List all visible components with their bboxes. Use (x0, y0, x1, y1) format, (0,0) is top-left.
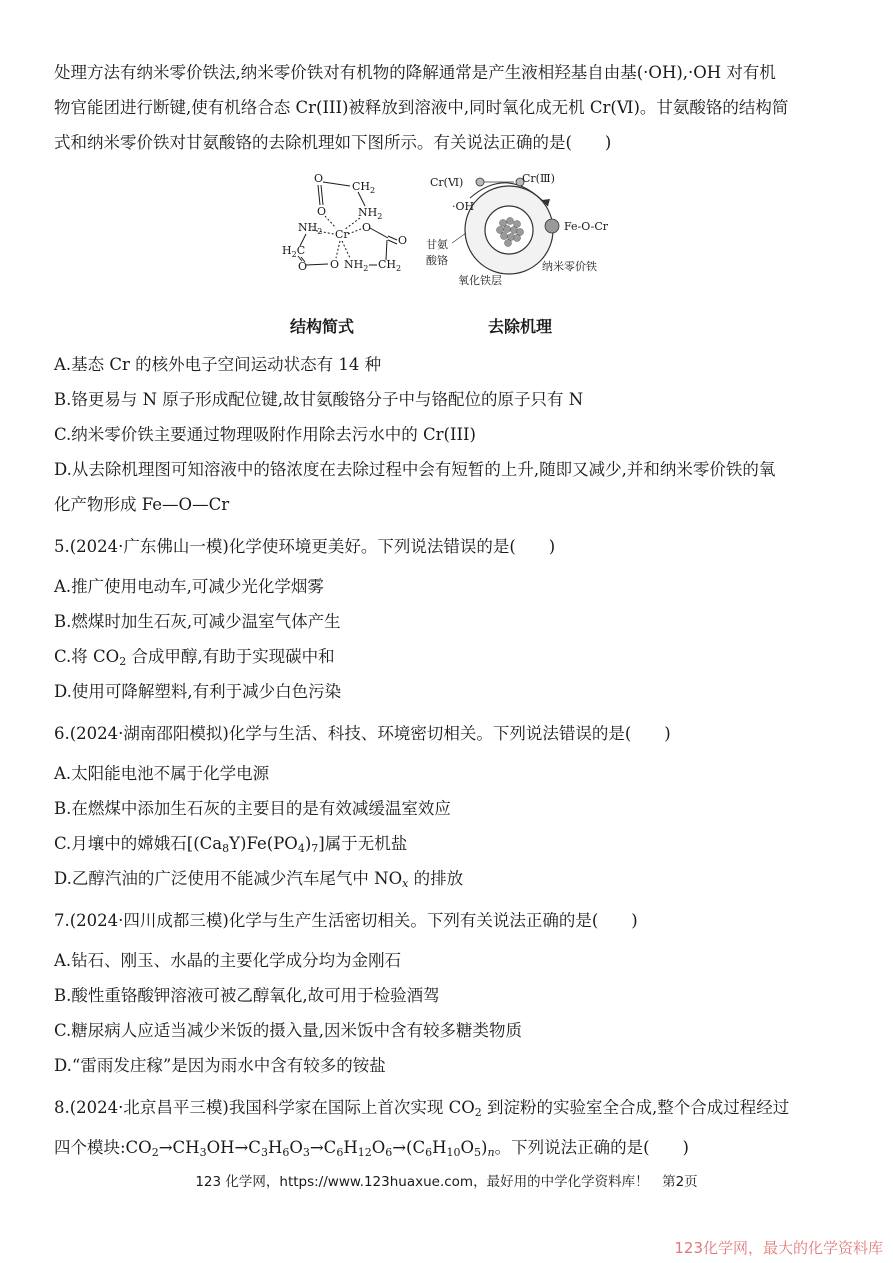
label-nano-fe: 纳米零价铁 (542, 260, 597, 273)
label-glycine-1: 甘氨 (426, 238, 448, 251)
q4-option-d-cont: 化产物形成 Fe—O—Cr (54, 495, 230, 514)
q8-stem-line1: 8.(2024·北京昌平三模)我国科学家在国际上首次实现 $CO_2$ 到淀粉的实验室全合成,整个合成过程经过 (54, 1098, 790, 1119)
q7-option-c: C.糖尿病人应适当减少米饭的摄入量,因米饭中含有较多糖类物质 (54, 1021, 523, 1040)
q4-option-b: B.铬更易与 N 原子形成配位键,故甘氨酸铬分子中与铬配位的原子只有 N (54, 390, 584, 409)
atom-nh2-bottom: $NH_2$ (344, 258, 369, 273)
label-cr6: Cr(Ⅵ) (430, 176, 464, 189)
label-cr3: Cr(Ⅲ) (522, 172, 555, 185)
atom-o-bottom: O (298, 260, 308, 273)
atom-cr: Cr (335, 228, 349, 241)
label-glycine-2: 酸铬 (426, 254, 448, 267)
q7-stem: 7.(2024·四川成都三模)化学与生产生活密切相关。下列有关说法正确的是( ) (54, 911, 638, 930)
q4-text-line2: 物官能团进行断键,使有机络合态 Cr(III)被释放到溶液中,同时氧化成无机 Cr(Ⅵ)。甘氨酸铬的结构简 (54, 98, 789, 117)
q6-option-d: D.乙醇汽油的广泛使用不能减少汽车尾气中 $NO_x$ 的排放 (54, 869, 464, 890)
atom-nh2-right: $NH_2$ (358, 206, 383, 221)
q4-option-a: A.基态 Cr 的核外电子空间运动状态有 14 种 (54, 355, 382, 374)
label-oh: ·OH (452, 200, 475, 213)
label-oxide-layer: 氧化铁层 (458, 274, 502, 287)
q4-text-line1: 处理方法有纳米零价铁法,纳米零价铁对有机物的降解通常是产生液相羟基自由基(·OH),·OH 对有机 (54, 63, 776, 82)
structure-formula-diagram (270, 168, 420, 288)
q5-option-d: D.使用可降解塑料,有利于减少白色污染 (54, 682, 342, 701)
atom-ch2-top: $CH_2$ (352, 180, 376, 195)
site-watermark: 123化学网，最大的化学资料库 (674, 1239, 883, 1257)
atom-o-top: O (314, 172, 324, 185)
page-footer: 123 化学网，https://www.123huaxue.com，最好用的中学化学资料库！ 第2页 (195, 1174, 698, 1190)
removal-mechanism-diagram (422, 168, 622, 293)
q6-option-a: A.太阳能电池不属于化学电源 (54, 764, 270, 783)
q5-stem: 5.(2024·广东佛山一模)化学使环境更美好。下列说法错误的是( ) (54, 537, 556, 556)
fe-o-cr-particle (545, 219, 559, 233)
atom-o-far-right: O (398, 234, 408, 247)
atom-o-mid: O (317, 205, 327, 218)
atom-nh2-left: $NH_2$ (298, 221, 323, 236)
structure-caption: 结构简式 (290, 317, 355, 336)
q7-option-a: A.钻石、刚玉、水晶的主要化学成分均为金刚石 (54, 951, 402, 970)
q6-option-b: B.在燃煤中添加生石灰的主要目的是有效减缓温室效应 (54, 799, 451, 818)
q6-stem: 6.(2024·湖南邵阳模拟)化学与生活、科技、环境密切相关。下列说法错误的是( ) (54, 724, 671, 743)
q6-option-c: C.月壤中的嫦娥石$[(Ca_8Y)Fe(PO_4)_7]$属于无机盐 (54, 834, 408, 855)
label-fe-o-cr: Fe-O-Cr (564, 220, 609, 233)
atom-ch2-bottom: $CH_2$ (378, 258, 402, 273)
q5-option-c: C.将 $CO_2$ 合成甲醇,有助于实现碳中和 (54, 647, 335, 668)
cr6-particle (476, 178, 484, 186)
q8-stem-line2: 四个模块$:CO_2\to CH_3OH\to C_3H_6O_3\to C_6H_{12}O_6\to(C_6H_{10}O_5)_n$。下列说法正确的是( ) (54, 1138, 689, 1159)
q5-option-b: B.燃煤时加生石灰,可减少温室气体产生 (54, 612, 341, 631)
atom-o-bottom2: O (330, 258, 340, 271)
q4-text-line3: 式和纳米零价铁对甘氨酸铬的去除机理如下图所示。有关说法正确的是( ) (54, 133, 612, 152)
atom-h2c: $H_2C$ (282, 244, 306, 259)
q7-option-b: B.酸性重铬酸钾溶液可被乙醇氧化,故可用于检验酒驾 (54, 986, 440, 1005)
q7-option-d: D.“雷雨发庄稼”是因为雨水中含有较多的铵盐 (54, 1056, 386, 1075)
atom-o-right: O (362, 221, 372, 234)
q4-option-c: C.纳米零价铁主要通过物理吸附作用除去污水中的 Cr(III) (54, 425, 476, 444)
q4-option-d: D.从去除机理图可知溶液中的铬浓度在去除过程中会有短暂的上升,随即又减少,并和纳米零价铁的氧 (54, 460, 776, 479)
mechanism-caption: 去除机理 (488, 317, 553, 336)
q5-option-a: A.推广使用电动车,可减少光化学烟雾 (54, 577, 324, 596)
